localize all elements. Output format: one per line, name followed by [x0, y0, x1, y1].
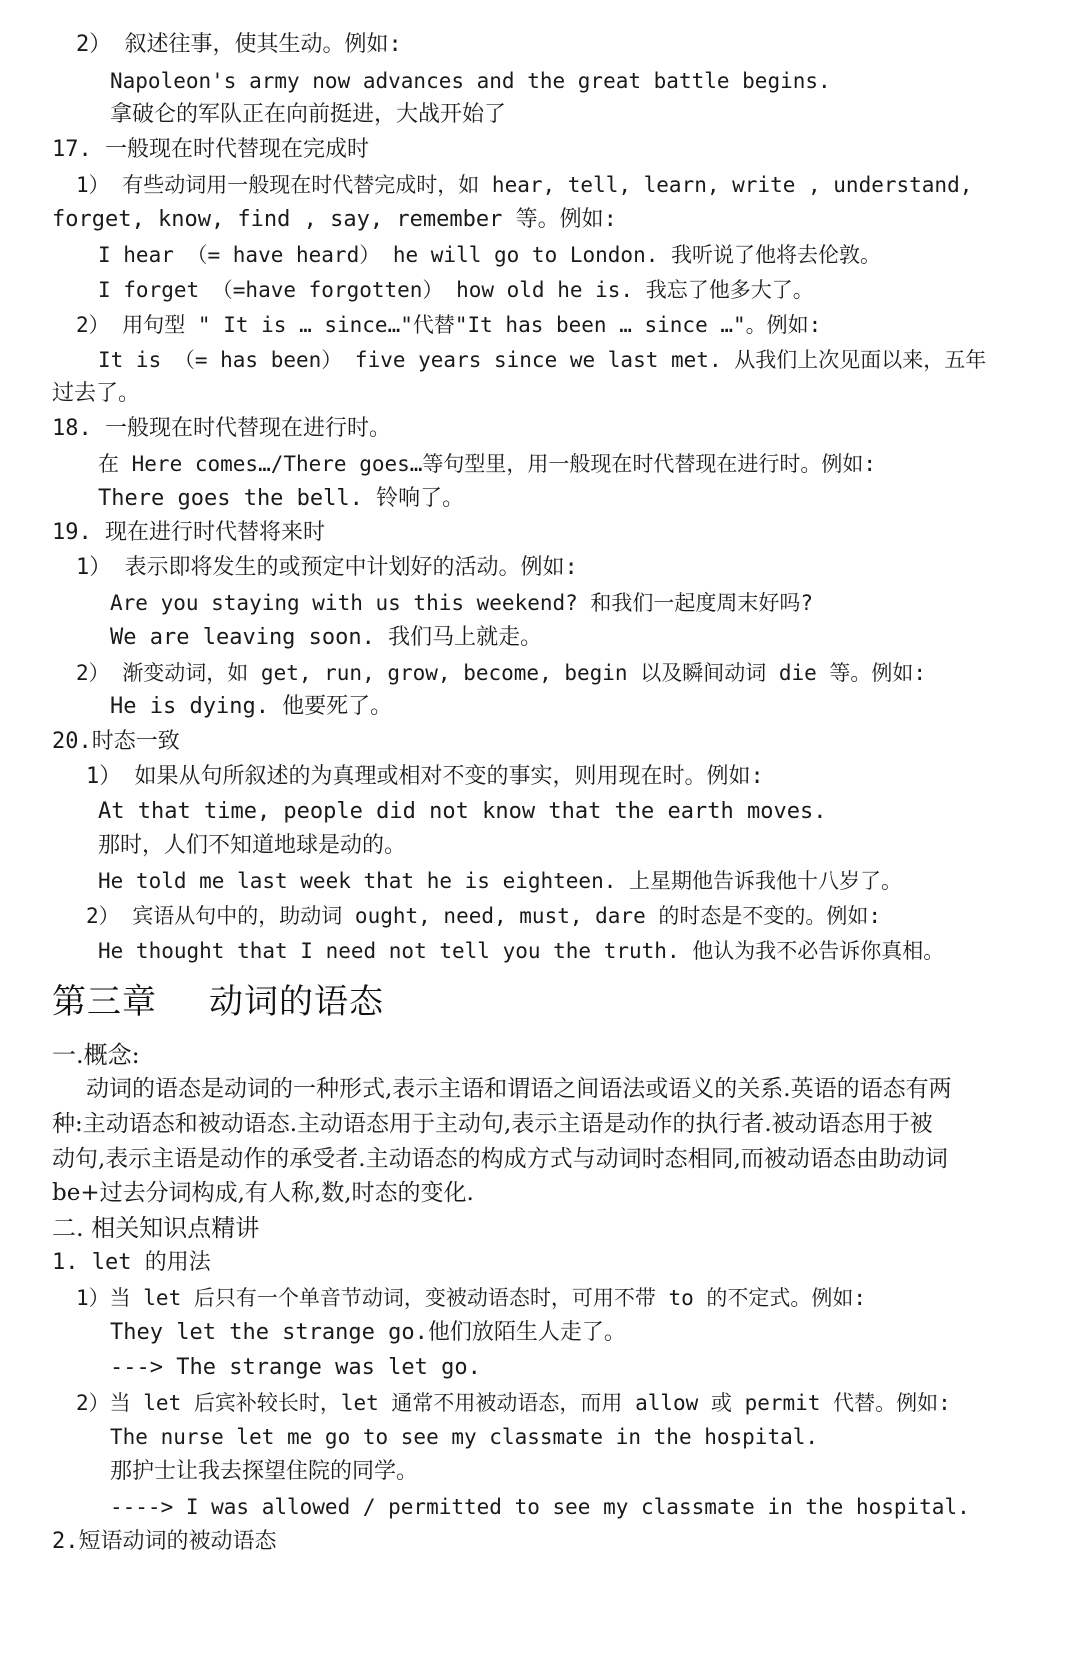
concept-paragraph-line: 动句,表示主语是动作的承受者.主动语态的构成方式与动词时态相同,而被动语态由助动词 — [52, 1146, 948, 1172]
item-2-heading: 2） 叙述往事，使其生动。例如: — [76, 32, 402, 57]
example-sentence-continued: 过去了。 — [52, 381, 141, 406]
section-20-heading: 20.时态一致 — [52, 729, 180, 754]
item-2-text: 2）当 let 后宾补较长时，let 通常不用被动语态，而用 allow 或 permit 代替。例如: — [76, 1391, 951, 1415]
item-1-text: 1） 表示即将发生的或预定中计划好的活动。例如: — [76, 555, 578, 580]
section-18-heading: 18. 一般现在时代替现在进行时。 — [52, 416, 391, 441]
rule-text: 在 Here comes…/There goes…等句型里，用一般现在时代替现在进行时。例如: — [98, 452, 877, 476]
item-1-text: 1） 如果从句所叙述的为真理或相对不变的事实，则用现在时。例如: — [86, 764, 764, 789]
concept-paragraph-line: be+过去分词构成,有人称,数,时态的变化. — [52, 1180, 474, 1206]
item-2-text: 2） 渐变动词，如 get, run, grow, become, begin 以及瞬间动词 die 等。例如: — [76, 661, 927, 685]
example-sentence: He told me last week that he is eighteen. 上星期他告诉我他十八岁了。 — [98, 869, 903, 893]
let-usage-heading: 1. let 的用法 — [52, 1250, 211, 1275]
example-sentence: The nurse let me go to see my classmate in the hospital. — [110, 1425, 819, 1449]
knowledge-points-heading: 二. 相关知识点精讲 — [52, 1214, 260, 1242]
example-translation: 拿破仑的军队正在向前挺进，大战开始了 — [110, 102, 507, 127]
example-sentence: They let the strange go.他们放陌生人走了。 — [110, 1320, 626, 1345]
example-transformation: ---> The strange was let go. — [110, 1355, 481, 1380]
section-19-heading: 19. 现在进行时代替将来时 — [52, 520, 325, 545]
example-sentence: He thought that I need not tell you the truth. 他认为我不必告诉你真相。 — [98, 939, 945, 963]
chapter-number: 第三章 — [52, 982, 157, 1022]
example-translation: 那时，人们不知道地球是动的。 — [98, 833, 407, 858]
phrasal-verb-passive-heading: 2.短语动词的被动语态 — [52, 1529, 277, 1554]
example-sentence: There goes the bell. 铃响了。 — [98, 486, 465, 511]
example-sentence: At that time, people did not know that the earth moves. — [98, 799, 827, 824]
concept-paragraph-line: 种:主动语态和被动语态.主动语态用于主动句,表示主语是动作的执行者.被动语态用于被 — [52, 1111, 933, 1137]
example-sentence: I hear （= have heard） he will go to London. 我听说了他将去伦敦。 — [98, 243, 882, 267]
item-2-text: 2） 用句型 " It is … since…"代替"It has been … since …"。例如: — [76, 313, 822, 337]
example-translation: 那护士让我去探望住院的同学。 — [110, 1459, 419, 1484]
item-2-text: 2） 宾语从句中的，助动词 ought, need, must, dare 的时态是不变的。例如: — [86, 904, 882, 928]
chapter-title: 动词的语态 — [209, 982, 384, 1022]
example-sentence: We are leaving soon. 我们马上就走。 — [110, 625, 543, 650]
chapter-heading — [52, 982, 384, 1022]
example-sentence: He is dying. 他要死了。 — [110, 694, 393, 719]
example-sentence: Napoleon's army now advances and the great battle begins. — [110, 69, 831, 93]
example-sentence: It is （= has been） five years since we last met. 从我们上次见面以来，五年 — [98, 348, 987, 372]
concept-paragraph-line: 动词的语态是动词的一种形式,表示主语和谓语之间语法或语义的关系.英语的语态有两 — [86, 1076, 952, 1102]
example-sentence: I forget （=have forgotten） how old he is. 我忘了他多大了。 — [98, 278, 814, 302]
item-1-text: 1） 有些动词用一般现在时代替完成时，如 hear, tell, learn, write , understand, — [76, 173, 973, 197]
item-1-text: 1）当 let 后只有一个单音节动词，变被动语态时，可用不带 to 的不定式。例如: — [76, 1286, 867, 1310]
section-17-heading: 17. 一般现在时代替现在完成时 — [52, 137, 369, 162]
item-1-text-continued: forget, know, find , say, remember 等。例如: — [52, 207, 617, 232]
example-sentence: Are you staying with us this weekend? 和我们一起度周末好吗? — [110, 591, 814, 615]
example-transformation: ----> I was allowed / permitted to see my classmate in the hospital. — [110, 1495, 970, 1519]
concept-heading: 一.概念: — [52, 1041, 140, 1069]
